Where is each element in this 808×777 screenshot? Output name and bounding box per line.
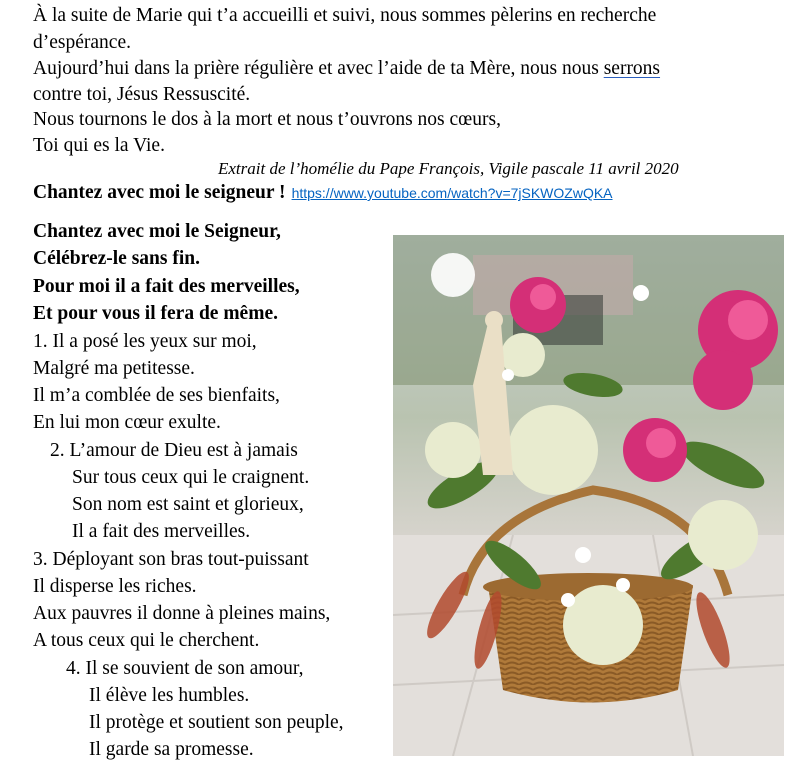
verse-line: Aux pauvres il donne à pleines mains, [33, 603, 331, 624]
verse-line: Il protège et soutient son peuple, [89, 712, 344, 733]
verse-line: Il élève les humbles. [89, 685, 250, 706]
intro-line-2: d’espérance. [33, 32, 131, 53]
verse-line: Il m’a comblée de ses bienfaits, [33, 385, 280, 406]
intro-line-1: À la suite de Marie qui t’a accueilli et suivi, nous sommes pèlerins en recherche [33, 5, 657, 26]
intro-line-3-text: Aujourd’hui dans la prière régulière et avec l’aide de ta Mère, nous nous [33, 58, 604, 79]
flower-basket-photo [393, 235, 784, 756]
refrain-line: Chantez avec moi le Seigneur, [33, 221, 281, 242]
refrain-line: Et pour vous il fera de même. [33, 303, 278, 324]
intro-line-4: contre toi, Jésus Ressuscité. [33, 84, 251, 105]
citation: Extrait de l’homélie du Pape François, Vigile pascale 11 avril 2020 [218, 159, 679, 178]
verse-line: Son nom est saint et glorieux, [72, 494, 304, 515]
verse-line: 1. Il a posé les yeux sur moi, [33, 331, 257, 352]
verse-line: En lui mon cœur exulte. [33, 412, 221, 433]
verse-line: 3. Déployant son bras tout-puissant [33, 549, 309, 570]
verse-line: Il disperse les riches. [33, 576, 197, 597]
intro-line-6: Toi qui es la Vie. [33, 135, 165, 156]
refrain-line: Pour moi il a fait des merveilles, [33, 276, 300, 297]
youtube-link[interactable]: https://www.youtube.com/watch?v=7jSKWOZwQKA [291, 185, 613, 201]
verse-line: A tous ceux qui le cherchent. [33, 630, 260, 651]
song-heading-line [33, 179, 613, 207]
verse-line: Il a fait des merveilles. [72, 521, 251, 542]
verse-line: 2. L’amour de Dieu est à jamais [50, 440, 298, 461]
verse-line: Sur tous ceux qui le craignent. [72, 467, 310, 488]
intro-line-3 [33, 55, 660, 82]
spellcheck-word[interactable]: serrons [603, 58, 661, 79]
intro-line-5: Nous tournons le dos à la mort et nous t’ouvrons nos cœurs, [33, 109, 501, 130]
verse-line: Malgré ma petitesse. [33, 358, 195, 379]
verse-line: 4. Il se souvient de son amour, [66, 658, 304, 679]
verse-line: Il garde sa promesse. [89, 739, 254, 760]
refrain-line: Célébrez-le sans fin. [33, 248, 200, 269]
song-heading: Chantez avec moi le seigneur ! [33, 182, 286, 203]
